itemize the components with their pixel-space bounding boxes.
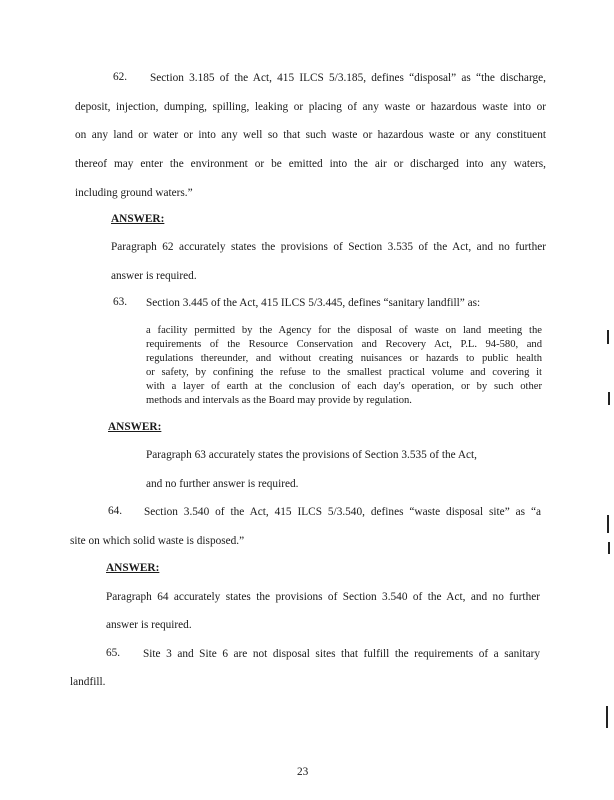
text-line: deposit, injection, dumping, spilling, leaking or placing of any waste or hazardous waste into or bbox=[75, 101, 546, 113]
page-number: 23 bbox=[297, 766, 309, 778]
answer-heading: ANSWER: bbox=[108, 421, 162, 433]
answer-heading: ANSWER: bbox=[106, 562, 160, 574]
quote-line: or safety, by confining the refuse to the smallest practical volume and covering it bbox=[146, 367, 542, 378]
text-line: answer is required. bbox=[111, 270, 197, 282]
paragraph-number: 63. bbox=[113, 296, 128, 308]
quote-line: with a layer of earth at the conclusion of each day's operation, or by such other bbox=[146, 381, 542, 392]
text-line: Section 3.185 of the Act, 415 ILCS 5/3.185, defines “disposal” as “the discharge, bbox=[150, 72, 546, 84]
text-line: Section 3.445 of the Act, 415 ILCS 5/3.445, defines “sanitary landfill” as: bbox=[146, 297, 481, 309]
quote-line: a facility permitted by the Agency for the disposal of waste on land meeting the bbox=[146, 325, 542, 336]
text-line: Paragraph 64 accurately states the provisions of Section 3.540 of the Act, and no further bbox=[106, 591, 540, 603]
quote-line: regulations thereunder, and without creating nuisances or hazards to public health bbox=[146, 353, 542, 364]
text-line: and no further answer is required. bbox=[146, 478, 299, 490]
text-line: thereof may enter the environment or be emitted into the air or discharged into any waters, bbox=[75, 158, 546, 170]
quote-line: requirements of the Resource Conservation and Recovery Act, P.L. 94-580, and bbox=[146, 339, 542, 350]
text-line: landfill. bbox=[70, 676, 106, 688]
paragraph-number: 62. bbox=[113, 71, 128, 83]
scan-mark bbox=[607, 515, 609, 533]
text-line: including ground waters.” bbox=[75, 187, 193, 199]
text-line: Paragraph 63 accurately states the provisions of Section 3.535 of the Act, bbox=[146, 449, 477, 461]
quote-line: methods and intervals as the Board may provide by regulation. bbox=[146, 395, 412, 406]
paragraph-number: 65. bbox=[106, 647, 121, 659]
scan-mark bbox=[608, 542, 610, 554]
text-line: Section 3.540 of the Act, 415 ILCS 5/3.540, defines “waste disposal site” as “a bbox=[144, 506, 541, 518]
paragraph-number: 64. bbox=[108, 505, 123, 517]
text-line: site on which solid waste is disposed.” bbox=[70, 535, 245, 547]
answer-heading: ANSWER: bbox=[111, 213, 165, 225]
text-line: Paragraph 62 accurately states the provisions of Section 3.535 of the Act, and no further bbox=[111, 241, 546, 253]
scan-mark bbox=[606, 706, 608, 728]
text-line: on any land or water or into any well so that such waste or hazardous waste or any constituent bbox=[75, 129, 546, 141]
text-line: Site 3 and Site 6 are not disposal sites that fulfill the requirements of a sanitary bbox=[143, 648, 540, 660]
scan-mark bbox=[607, 330, 609, 344]
text-line: answer is required. bbox=[106, 619, 192, 631]
scan-mark bbox=[608, 392, 610, 405]
